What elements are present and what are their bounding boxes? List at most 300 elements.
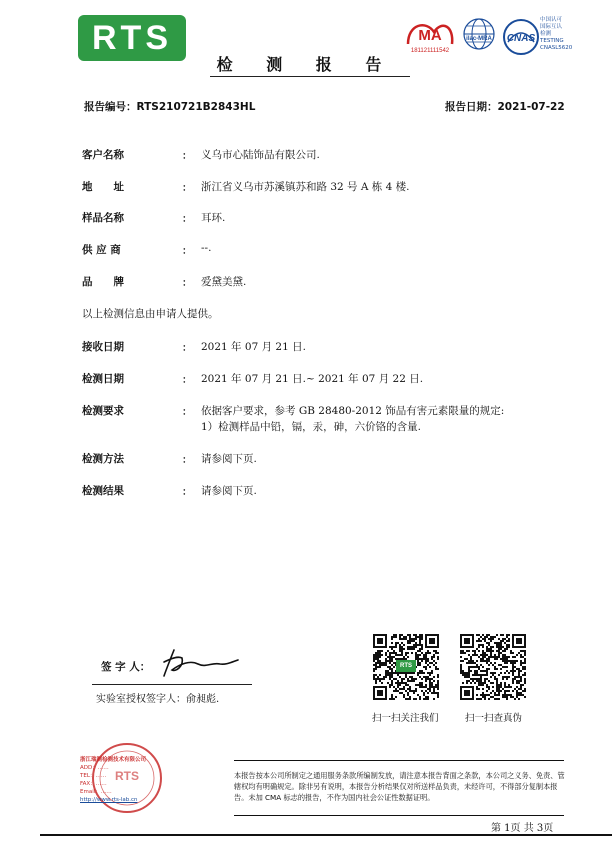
qr-module bbox=[498, 646, 500, 648]
qr-module bbox=[387, 660, 389, 662]
qr-module bbox=[407, 680, 409, 682]
qr-module bbox=[484, 682, 486, 684]
qr-module bbox=[385, 658, 387, 660]
colon: ： bbox=[182, 375, 192, 386]
qr-module bbox=[500, 682, 502, 684]
qr-module bbox=[379, 650, 381, 652]
stamp-line: TEL：…… bbox=[80, 773, 107, 779]
qr-module bbox=[399, 636, 401, 638]
qr-module bbox=[516, 682, 518, 684]
qr-module bbox=[419, 686, 421, 688]
qr-module bbox=[496, 686, 498, 688]
qr-module bbox=[476, 698, 478, 700]
qr-module bbox=[474, 650, 476, 652]
qr-module bbox=[431, 656, 433, 658]
qr-module bbox=[437, 680, 439, 682]
disclaimer-bottom-rule bbox=[234, 815, 564, 816]
qr-module bbox=[522, 662, 524, 664]
qr-caption-verify: 扫一扫查真伪 bbox=[465, 713, 523, 724]
qr-module bbox=[401, 642, 403, 644]
qr-module bbox=[389, 662, 391, 664]
qr-module bbox=[496, 678, 498, 680]
qr-module bbox=[435, 686, 437, 688]
qr-module bbox=[431, 686, 433, 688]
qr-module bbox=[421, 636, 423, 638]
qr-module bbox=[496, 690, 498, 692]
qr-module bbox=[401, 652, 403, 654]
customer-name-value: 义乌市心陆饰品有限公司. bbox=[201, 149, 320, 161]
qr-module bbox=[468, 670, 470, 672]
qr-module bbox=[486, 650, 488, 652]
qr-module bbox=[462, 682, 464, 684]
qr-module bbox=[375, 664, 377, 666]
qr-module bbox=[405, 690, 407, 692]
qr-module bbox=[524, 660, 526, 662]
report-date-label: 报告日期： bbox=[445, 101, 498, 113]
qr-module bbox=[478, 680, 480, 682]
qr-module bbox=[433, 664, 435, 666]
qr-module bbox=[522, 668, 524, 670]
qr-module bbox=[478, 644, 480, 646]
qr-module bbox=[437, 694, 439, 696]
qr-module bbox=[383, 676, 385, 678]
qr-module bbox=[484, 670, 486, 672]
qr-module bbox=[403, 656, 405, 658]
qr-module bbox=[377, 654, 379, 656]
report-number bbox=[84, 99, 255, 114]
qr-module bbox=[484, 660, 486, 662]
qr-module bbox=[379, 654, 381, 656]
brand-value: 爱黛美黛. bbox=[201, 276, 247, 288]
sample-name-label: 样品名称 bbox=[82, 212, 124, 224]
colon: ： bbox=[182, 151, 192, 162]
cma-text: MA bbox=[418, 27, 442, 44]
qr-module bbox=[486, 660, 488, 662]
qr-module bbox=[411, 648, 413, 650]
qr-module bbox=[514, 676, 516, 678]
qr-module bbox=[379, 652, 381, 654]
qr-module bbox=[490, 682, 492, 684]
qr-module bbox=[464, 658, 466, 660]
qr-module bbox=[417, 658, 419, 660]
qr-module bbox=[409, 634, 411, 636]
qr-module bbox=[496, 688, 498, 690]
qr-module bbox=[419, 696, 421, 698]
qr-module bbox=[524, 658, 526, 660]
qr-module bbox=[490, 650, 492, 652]
qr-module bbox=[492, 638, 494, 640]
qr-module bbox=[486, 678, 488, 680]
qr-module bbox=[373, 676, 375, 678]
qr-module bbox=[381, 682, 383, 684]
qr-module bbox=[498, 674, 500, 676]
qr-module bbox=[506, 694, 508, 696]
qr-module bbox=[393, 698, 395, 700]
qr-module bbox=[520, 694, 522, 696]
qr-module bbox=[476, 680, 478, 682]
qr-module bbox=[504, 682, 506, 684]
qr-module bbox=[391, 656, 393, 658]
qr-module bbox=[502, 696, 504, 698]
qr-module bbox=[385, 652, 387, 654]
qr-module bbox=[502, 656, 504, 658]
qr-module bbox=[415, 678, 417, 680]
qr-module bbox=[415, 698, 417, 700]
qr-module bbox=[508, 646, 510, 648]
qr-module bbox=[462, 670, 464, 672]
qr-module bbox=[391, 670, 393, 672]
qr-module bbox=[403, 694, 405, 696]
qr-module bbox=[391, 676, 393, 678]
address-value: 浙江省义乌市苏溪镇苏和路 32 号 A 栋 4 楼. bbox=[201, 181, 410, 193]
qr-module bbox=[387, 674, 389, 676]
qr-module bbox=[484, 678, 486, 680]
cnas-text: CNAS bbox=[506, 33, 536, 44]
qr-module bbox=[411, 680, 413, 682]
qr-module bbox=[413, 644, 415, 646]
qr-module bbox=[375, 678, 377, 680]
qr-module bbox=[476, 678, 478, 680]
qr-module bbox=[393, 634, 395, 636]
qr-module bbox=[393, 646, 395, 648]
qr-module bbox=[466, 658, 468, 660]
qr-module bbox=[421, 684, 423, 686]
qr-module bbox=[502, 638, 504, 640]
qr-module bbox=[401, 648, 403, 650]
qr-module bbox=[425, 662, 427, 664]
qr-module bbox=[421, 652, 423, 654]
qr-module bbox=[460, 660, 462, 662]
qr-module bbox=[504, 696, 506, 698]
qr-module bbox=[379, 662, 381, 664]
qr-module bbox=[381, 654, 383, 656]
qr-module bbox=[431, 658, 433, 660]
qr-module bbox=[504, 658, 506, 660]
qr-module bbox=[399, 682, 401, 684]
qr-module bbox=[397, 654, 399, 656]
qr-module bbox=[393, 686, 395, 688]
qr-module bbox=[466, 662, 468, 664]
qr-module bbox=[395, 682, 397, 684]
qr-module bbox=[474, 682, 476, 684]
qr-module bbox=[498, 690, 500, 692]
receive-date-label: 接收日期 bbox=[82, 341, 124, 353]
qr-module bbox=[373, 674, 375, 676]
qr-module bbox=[496, 642, 498, 644]
qr-module bbox=[399, 692, 401, 694]
qr-module bbox=[512, 662, 514, 664]
qr-module bbox=[476, 666, 478, 668]
qr-module bbox=[498, 686, 500, 688]
qr-module bbox=[478, 684, 480, 686]
qr-module bbox=[498, 654, 500, 656]
qr-module bbox=[393, 678, 395, 680]
qr-module bbox=[393, 652, 395, 654]
qr-module bbox=[411, 672, 413, 674]
qr-module bbox=[405, 672, 407, 674]
qr-module bbox=[488, 642, 490, 644]
qr-module bbox=[484, 640, 486, 642]
qr-module bbox=[433, 692, 435, 694]
qr-module bbox=[433, 690, 435, 692]
qr-module bbox=[397, 680, 399, 682]
qr-module bbox=[425, 666, 427, 668]
qr-module bbox=[516, 686, 518, 688]
qr-module bbox=[470, 678, 472, 680]
qr-module bbox=[468, 660, 470, 662]
qr-module bbox=[502, 658, 504, 660]
qr-module bbox=[486, 668, 488, 670]
qr-module bbox=[508, 634, 510, 636]
colon: ： bbox=[182, 343, 192, 354]
qr-module bbox=[435, 652, 437, 654]
qr-module bbox=[490, 676, 492, 678]
qr-module bbox=[488, 644, 490, 646]
qr-module bbox=[524, 678, 526, 680]
qr-module bbox=[496, 634, 498, 636]
qr-module bbox=[504, 648, 506, 650]
qr-module bbox=[419, 642, 421, 644]
qr-module bbox=[510, 650, 512, 652]
qr-module bbox=[411, 690, 413, 692]
qr-module bbox=[502, 676, 504, 678]
qr-module bbox=[516, 676, 518, 678]
qr-module bbox=[470, 682, 472, 684]
qr-module bbox=[472, 680, 474, 682]
qr-module bbox=[464, 674, 466, 676]
qr-module bbox=[502, 640, 504, 642]
qr-module bbox=[488, 694, 490, 696]
qr-module bbox=[413, 690, 415, 692]
qr-module bbox=[510, 652, 512, 654]
qr-module bbox=[435, 684, 437, 686]
qr-module bbox=[401, 646, 403, 648]
qr-module bbox=[490, 638, 492, 640]
authorized-signatory: 实验室授权签字人：俞昶彪. bbox=[96, 694, 220, 705]
svg-text:RTS: RTS bbox=[115, 769, 139, 783]
qr-module bbox=[490, 654, 492, 656]
qr-module bbox=[520, 660, 522, 662]
qr-module bbox=[480, 664, 482, 666]
qr-module bbox=[391, 694, 393, 696]
qr-module bbox=[417, 662, 419, 664]
qr-module bbox=[391, 674, 393, 676]
qr-module bbox=[401, 650, 403, 652]
qr-module bbox=[427, 650, 429, 652]
qr-module bbox=[492, 690, 494, 692]
qr-module bbox=[480, 678, 482, 680]
qr-module bbox=[421, 644, 423, 646]
qr-module bbox=[506, 636, 508, 638]
qr-module bbox=[429, 680, 431, 682]
qr-module bbox=[498, 684, 500, 686]
qr-module bbox=[470, 658, 472, 660]
qr-module bbox=[486, 636, 488, 638]
qr-module bbox=[415, 642, 417, 644]
qr-module bbox=[413, 672, 415, 674]
report-title: 检 测 报 告 bbox=[216, 55, 396, 74]
qr-module bbox=[488, 698, 490, 700]
qr-module bbox=[494, 668, 496, 670]
qr-module bbox=[419, 676, 421, 678]
qr-module bbox=[419, 654, 421, 656]
qr-module bbox=[437, 684, 439, 686]
qr-module bbox=[496, 646, 498, 648]
qr-module bbox=[478, 634, 480, 636]
qr-module bbox=[429, 678, 431, 680]
qr-module bbox=[494, 698, 496, 700]
qr-module bbox=[516, 690, 518, 692]
qr-module bbox=[470, 666, 472, 668]
qr-module bbox=[512, 670, 514, 672]
qr-module bbox=[478, 650, 480, 652]
receive-date-value: 2021 年 07 月 21 日. bbox=[201, 341, 306, 353]
qr-module bbox=[407, 698, 409, 700]
qr-module bbox=[512, 660, 514, 662]
qr-module bbox=[379, 656, 381, 658]
qr-module bbox=[512, 656, 514, 658]
qr-module bbox=[478, 674, 480, 676]
qr-module bbox=[490, 646, 492, 648]
qr-module bbox=[403, 686, 405, 688]
qr-module bbox=[405, 682, 407, 684]
qr-module bbox=[494, 662, 496, 664]
qr-module bbox=[385, 674, 387, 676]
qr-module bbox=[411, 646, 413, 648]
qr-module bbox=[508, 656, 510, 658]
qr-module bbox=[520, 650, 522, 652]
qr-module bbox=[466, 672, 468, 674]
qr-module bbox=[417, 694, 419, 696]
qr-module bbox=[401, 638, 403, 640]
qr-module bbox=[399, 646, 401, 648]
qr-module bbox=[522, 690, 524, 692]
qr-module bbox=[391, 684, 393, 686]
qr-module bbox=[478, 656, 480, 658]
qr-module bbox=[478, 640, 480, 642]
qr-module bbox=[510, 694, 512, 696]
qr-module bbox=[373, 660, 375, 662]
qr-module bbox=[431, 682, 433, 684]
qr-module bbox=[389, 678, 391, 680]
stamp-line: 浙江瑞测检测技术有限公司 bbox=[80, 757, 147, 763]
qr-module bbox=[522, 666, 524, 668]
qr-module bbox=[429, 682, 431, 684]
qr-module bbox=[373, 664, 375, 666]
qr-module bbox=[425, 684, 427, 686]
qr-module bbox=[421, 670, 423, 672]
qr-module bbox=[498, 688, 500, 690]
colon: ： bbox=[182, 183, 192, 194]
qr-module bbox=[419, 684, 421, 686]
qr-module bbox=[516, 680, 518, 682]
qr-module bbox=[415, 636, 417, 638]
qr-module bbox=[427, 696, 429, 698]
qr-module bbox=[512, 668, 514, 670]
qr-module bbox=[409, 676, 411, 678]
qr-module bbox=[375, 680, 377, 682]
qr-module bbox=[488, 648, 490, 650]
qr-module bbox=[480, 674, 482, 676]
qr-module bbox=[373, 656, 375, 658]
qr-module bbox=[417, 650, 419, 652]
qr-module bbox=[516, 696, 518, 698]
qr-module bbox=[425, 690, 427, 692]
qr-module bbox=[492, 672, 494, 674]
qr-module bbox=[480, 670, 482, 672]
qr-module bbox=[413, 640, 415, 642]
qr-module bbox=[427, 652, 429, 654]
qr-module bbox=[506, 678, 508, 680]
qr-module bbox=[387, 656, 389, 658]
qr-module bbox=[462, 660, 464, 662]
qr-module bbox=[514, 688, 516, 690]
qr-module bbox=[379, 674, 381, 676]
qr-module bbox=[409, 680, 411, 682]
qr-finder bbox=[516, 638, 522, 644]
qr-module bbox=[480, 684, 482, 686]
qr-module bbox=[522, 656, 524, 658]
qr-module bbox=[413, 698, 415, 700]
qr-module bbox=[419, 640, 421, 642]
qr-module bbox=[486, 672, 488, 674]
qr-module bbox=[518, 694, 520, 696]
qr-module bbox=[498, 664, 500, 666]
rts-logo: RTS bbox=[78, 15, 186, 61]
qr-module bbox=[425, 676, 427, 678]
qr-module bbox=[474, 662, 476, 664]
qr-module bbox=[375, 668, 377, 670]
qr-module bbox=[399, 638, 401, 640]
report-number-label: 报告编号： bbox=[84, 101, 137, 113]
qr-module bbox=[415, 644, 417, 646]
qr-module bbox=[524, 654, 526, 656]
qr-module bbox=[524, 690, 526, 692]
qr-module bbox=[490, 662, 492, 664]
qr-module bbox=[494, 656, 496, 658]
qr-module bbox=[486, 662, 488, 664]
qr-module bbox=[518, 692, 520, 694]
qr-module bbox=[474, 670, 476, 672]
cnas-line: 中国认可 bbox=[540, 17, 563, 23]
qr-module bbox=[468, 680, 470, 682]
qr-module bbox=[496, 698, 498, 700]
qr-module bbox=[512, 664, 514, 666]
qr-module bbox=[427, 672, 429, 674]
qr-module bbox=[498, 694, 500, 696]
qr-module bbox=[417, 684, 419, 686]
qr-module bbox=[504, 650, 506, 652]
qr-module bbox=[504, 654, 506, 656]
qr-module bbox=[397, 672, 399, 674]
qr-module bbox=[468, 668, 470, 670]
qr-module bbox=[417, 672, 419, 674]
qr-module bbox=[482, 646, 484, 648]
qr-module bbox=[427, 698, 429, 700]
qr-module bbox=[460, 664, 462, 666]
qr-module bbox=[512, 652, 514, 654]
qr-module bbox=[385, 660, 387, 662]
qr-module bbox=[466, 682, 468, 684]
qr-module bbox=[419, 648, 421, 650]
test-result-label: 检测结果 bbox=[82, 485, 124, 497]
qr-module bbox=[421, 690, 423, 692]
qr-module bbox=[433, 680, 435, 682]
qr-module bbox=[476, 660, 478, 662]
qr-module bbox=[484, 652, 486, 654]
qr-module bbox=[433, 654, 435, 656]
qr-module bbox=[508, 694, 510, 696]
